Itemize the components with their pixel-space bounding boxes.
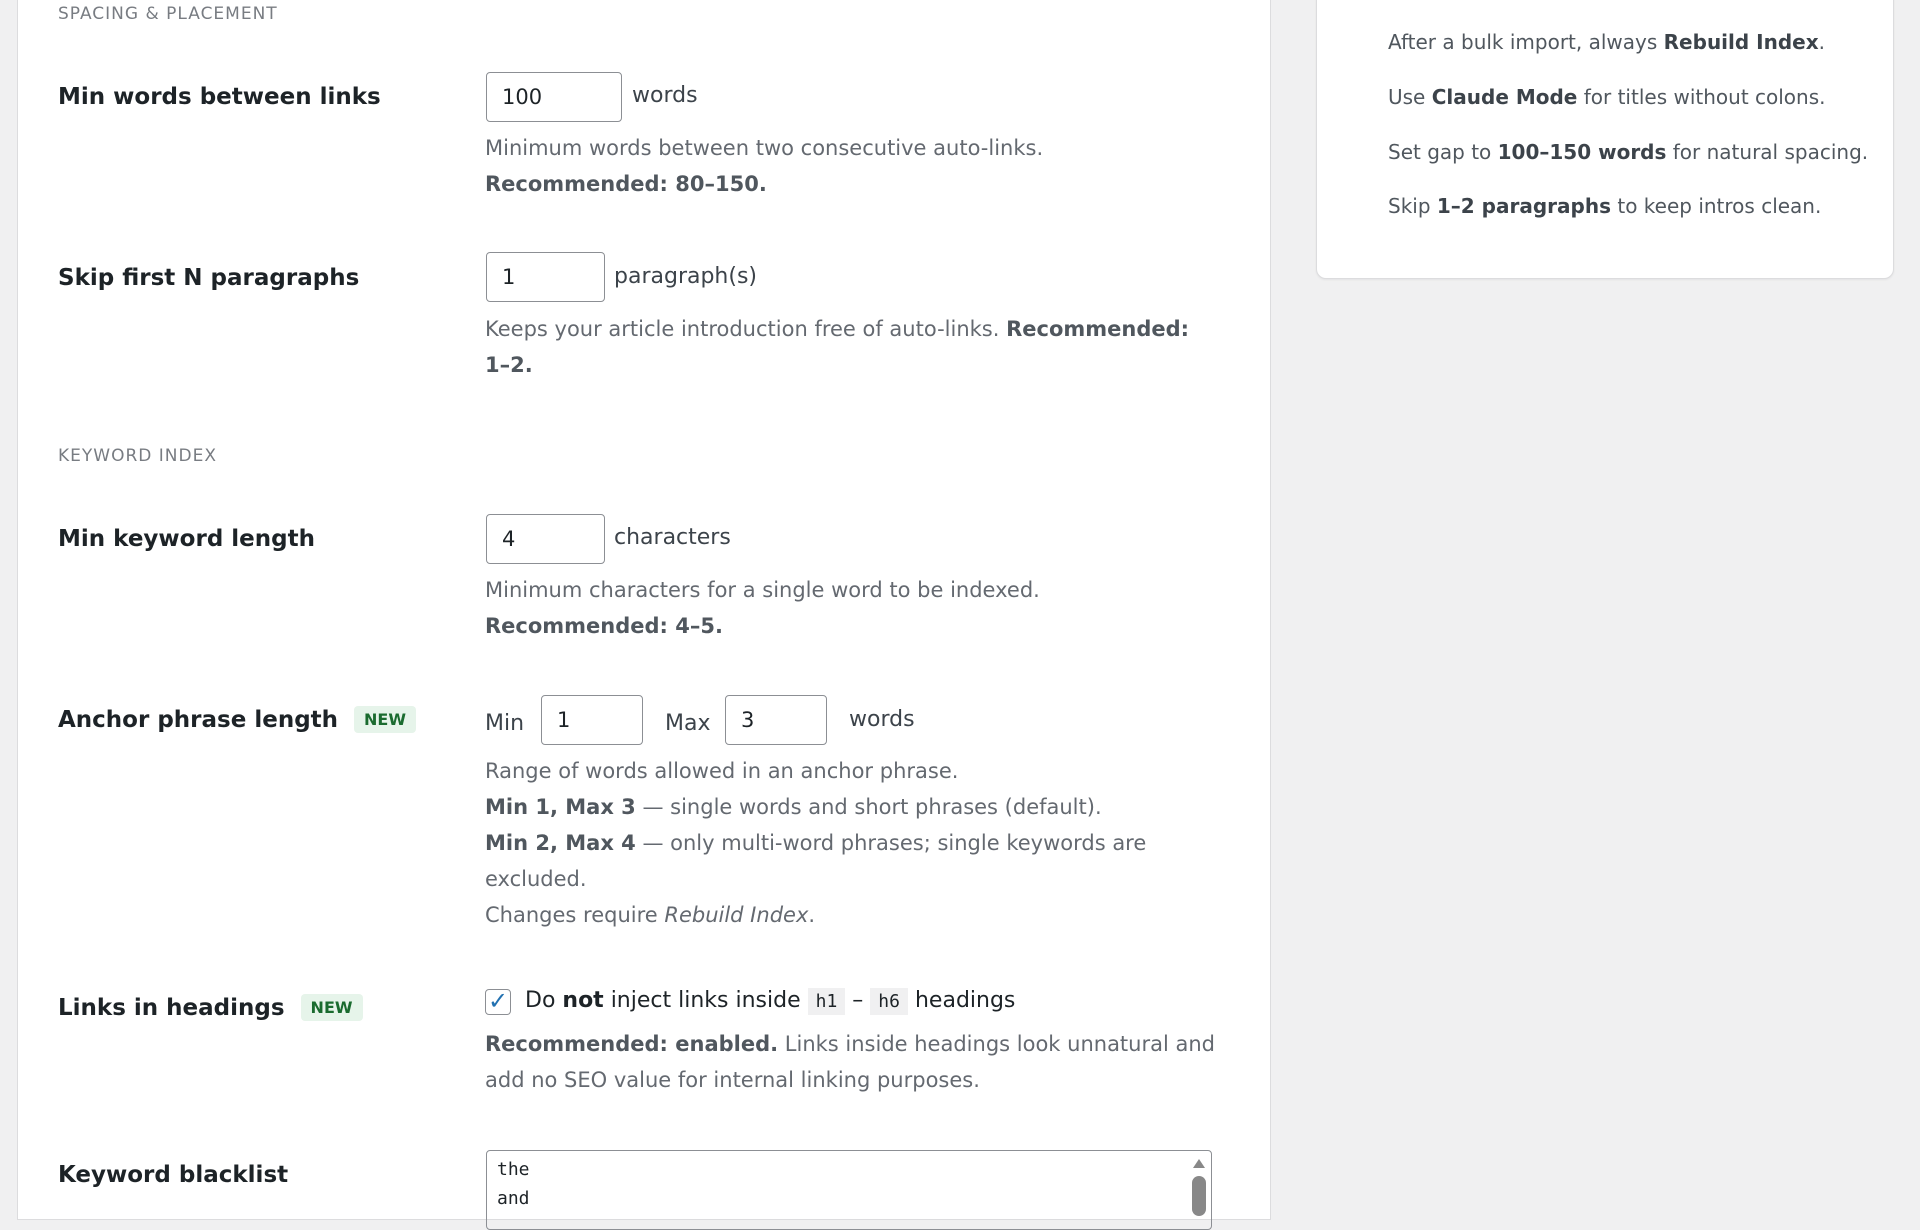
label-text: Links in headings [58,994,285,1021]
max-label: Max [665,711,711,736]
field-description: Keeps your article introduction free of auto-links. Recommended: 1–2. [485,317,1190,377]
skip-paragraphs-input[interactable]: 1 [486,252,605,302]
section-heading: KEYWORD INDEX [58,446,217,466]
tip-item: After a bulk import, always Rebuild Index. [1388,30,1825,54]
scrollbar[interactable] [1189,1153,1209,1230]
unit-label: words [849,707,915,732]
field-label: Keyword blacklist [58,1162,289,1188]
anchor-min-input[interactable]: 1 [541,695,643,745]
field-description: Minimum words between two consecutive auto-links. Recommended: 80–150. [485,136,1044,196]
min-words-input[interactable]: 100 [486,72,622,122]
unit-label: paragraph(s) [614,264,757,289]
new-badge: NEW [301,994,363,1021]
tip-item: Set gap to 100–150 words for natural spacing. [1388,140,1869,164]
field-label: Min words between links [58,84,381,110]
field-label [58,994,363,1021]
textarea-content[interactable]: the and [497,1159,530,1209]
anchor-max-input[interactable]: 3 [725,695,827,745]
field-label: Min keyword length [58,526,315,552]
section-heading: SPACING & PLACEMENT [58,4,278,24]
checkbox-label: Do not inject links inside h1 – h6 headings [525,988,1016,1013]
min-keyword-input[interactable]: 4 [486,514,605,564]
keyword-blacklist-textarea[interactable] [486,1150,1212,1230]
tip-item: Use Claude Mode for titles without colons. [1388,85,1826,109]
unit-label: words [632,83,698,108]
label-text: Anchor phrase length [58,706,339,733]
new-badge: NEW [354,706,416,733]
no-links-in-headings-checkbox[interactable]: ✓ [485,989,511,1015]
field-description: Range of words allowed in an anchor phrase. Min 1, Max 3 — single words and short phrases (default). Min 2, Max 4 — only multi-word phrases; single keywords are excluded. Changes require Rebuild Index. [485,759,1147,927]
unit-label: characters [614,525,731,550]
field-description: Minimum characters for a single word to be indexed. Recommended: 4–5. [485,578,1040,638]
tip-item: Skip 1–2 paragraphs to keep intros clean. [1388,194,1822,218]
field-label [58,706,416,733]
field-description: Recommended: enabled. Links inside headings look unnatural and add no SEO value for internal linking purposes. [485,1032,1215,1092]
min-label: Min [485,711,525,736]
field-label: Skip first N paragraphs [58,265,360,291]
